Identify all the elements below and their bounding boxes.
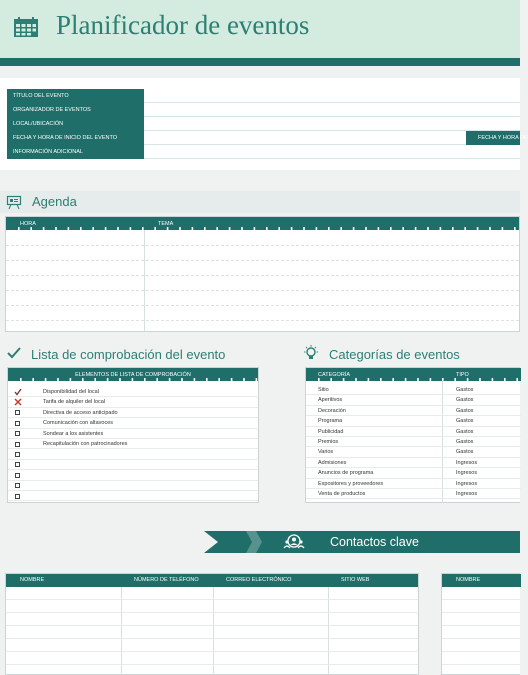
checklist-item[interactable] <box>8 418 258 428</box>
checklist-header-ticks <box>8 378 258 381</box>
contacts-column-divider <box>121 587 122 675</box>
organizer-label: ORGANIZADOR DE EVENTOS <box>7 103 144 117</box>
header-tick <box>392 378 394 381</box>
agenda-title: Agenda <box>32 194 77 209</box>
contacts-row[interactable] <box>6 638 418 639</box>
header-tick <box>82 378 84 381</box>
checklist-item[interactable] <box>8 449 258 459</box>
header-tick <box>514 227 516 230</box>
organizer-row[interactable] <box>7 103 520 117</box>
additional-info-row[interactable] <box>7 145 520 159</box>
checkmark-icon <box>7 347 21 359</box>
categories-header-ticks <box>306 378 521 381</box>
header-tick <box>218 378 220 381</box>
checklist-title: Lista de comprobación del evento <box>31 347 226 362</box>
header-tick <box>378 227 380 230</box>
contacts-row[interactable] <box>6 599 418 600</box>
header-tick <box>390 227 392 230</box>
header-tick <box>20 378 22 381</box>
category-type: Gastos <box>456 439 474 445</box>
checklist-item-label: Comunicación con altavoces <box>43 420 114 427</box>
checklist-item[interactable] <box>8 470 258 480</box>
organizer-field[interactable] <box>144 103 520 117</box>
header-tick <box>492 378 494 381</box>
checklist-item[interactable] <box>8 439 258 449</box>
category-name: Programa <box>318 418 343 425</box>
contacts2-header-row <box>442 574 521 587</box>
header-tick <box>107 378 109 381</box>
category-type: Ingresos <box>456 470 478 477</box>
check-mark-icon <box>14 388 22 396</box>
category-type: Ingresos <box>456 480 478 487</box>
header-tick <box>55 227 57 230</box>
contacts-title: Contactos clave <box>330 535 419 549</box>
header-tick <box>43 227 45 230</box>
contacts2-col-name: NOMBRE <box>456 577 481 583</box>
checkbox[interactable] <box>15 421 20 426</box>
header-tick <box>132 378 134 381</box>
contacts-header-row <box>6 574 418 587</box>
header-tick <box>452 227 454 230</box>
start-datetime-label: FECHA Y HORA DE INICIO DEL EVENTO <box>7 131 144 145</box>
header-tick <box>192 227 194 230</box>
contacts-table <box>5 573 419 675</box>
category-name: Sitio <box>318 387 329 393</box>
header-tick <box>464 227 466 230</box>
header-bar <box>0 58 520 66</box>
header-tick <box>94 378 96 381</box>
header-tick <box>316 227 318 230</box>
category-row[interactable] <box>306 479 521 489</box>
start-datetime-row[interactable] <box>7 131 520 145</box>
header-tick <box>328 227 330 230</box>
category-row[interactable] <box>306 385 521 395</box>
contacts-col-phone: NÚMERO DE TELÉFONO <box>134 577 199 583</box>
category-type: Gastos <box>456 428 474 435</box>
header-tick <box>45 378 47 381</box>
contacts-col-name: NOMBRE <box>20 577 45 583</box>
header-tick <box>415 227 417 230</box>
header-tick <box>80 227 82 230</box>
category-row[interactable] <box>306 395 521 405</box>
header-tick <box>330 378 332 381</box>
contacts-row[interactable] <box>6 664 418 665</box>
header-tick <box>119 378 121 381</box>
category-row[interactable] <box>306 416 521 426</box>
cross-mark-icon <box>14 398 22 406</box>
category-row[interactable] <box>306 406 521 416</box>
header-tick <box>254 227 256 230</box>
agenda-col-topic: TEMA <box>158 221 174 227</box>
checkbox[interactable] <box>15 452 20 457</box>
checklist-item-label: Tarifa de alquiler del local <box>43 399 106 406</box>
header-tick <box>181 378 183 381</box>
category-row[interactable] <box>306 437 521 447</box>
calendar-icon <box>14 17 38 37</box>
checklist-item[interactable] <box>8 491 258 501</box>
header-tick <box>169 378 171 381</box>
header-tick <box>353 227 355 230</box>
header-tick <box>278 227 280 230</box>
checkbox[interactable] <box>15 494 20 499</box>
header-tick <box>154 227 156 230</box>
checklist-item[interactable] <box>8 387 258 397</box>
category-name: Premios <box>318 439 339 445</box>
contacts-table-2 <box>441 573 520 675</box>
header-tick <box>156 378 158 381</box>
checklist-item-label: Recapitulación con patrocinadores <box>43 441 128 447</box>
categories-header-row <box>306 368 521 381</box>
agenda-row[interactable] <box>6 245 519 246</box>
header-tick <box>30 227 32 230</box>
contacts-row[interactable] <box>6 625 418 626</box>
contacts-row[interactable] <box>6 612 418 613</box>
start-datetime-field[interactable] <box>144 131 520 145</box>
checklist-item[interactable] <box>8 429 258 439</box>
contacts2-row[interactable] <box>442 612 520 613</box>
categories-title: Categorías de eventos <box>329 347 460 362</box>
header-tick <box>368 378 370 381</box>
category-type: Gastos <box>456 418 474 425</box>
header-tick <box>355 378 357 381</box>
agenda-row[interactable] <box>6 260 519 261</box>
contacts-column-divider <box>328 587 329 675</box>
category-type: Ingresos <box>456 491 478 497</box>
contacts2-row[interactable] <box>442 599 520 600</box>
header-tick <box>477 227 479 230</box>
category-row[interactable] <box>306 458 521 468</box>
agenda-row[interactable] <box>6 305 519 306</box>
category-row[interactable] <box>306 489 521 499</box>
category-row[interactable] <box>306 427 521 437</box>
presentation-icon <box>7 196 21 209</box>
contacts2-row[interactable] <box>442 664 520 665</box>
category-name: Varios <box>318 449 334 456</box>
header-tick <box>440 227 442 230</box>
contacts-col-email: CORREO ELECTRÓNICO <box>226 577 292 583</box>
checkbox[interactable] <box>15 431 20 436</box>
header-tick <box>516 378 518 381</box>
agenda-section-band <box>0 191 520 213</box>
header-tick <box>144 378 146 381</box>
header-tick <box>365 227 367 230</box>
location-field[interactable] <box>144 117 520 131</box>
checklist-item[interactable] <box>8 481 258 491</box>
category-row[interactable] <box>306 468 521 478</box>
category-row[interactable] <box>306 447 521 457</box>
header-tick <box>402 227 404 230</box>
checklist-table <box>7 367 259 503</box>
contacts-row[interactable] <box>6 651 418 652</box>
header-tick <box>318 378 320 381</box>
agenda-header-row <box>6 217 519 230</box>
additional-info-field[interactable] <box>144 145 520 159</box>
categories-col-category: CATEGORÍA <box>318 372 350 378</box>
agenda-col-time: HORA <box>20 221 36 227</box>
header-tick <box>216 227 218 230</box>
end-datetime-label: FECHA Y HORA DE <box>466 131 520 145</box>
checklist-item[interactable] <box>8 408 258 418</box>
categories-col-type: TIPO <box>456 372 469 378</box>
category-type: Gastos <box>456 387 474 393</box>
category-type: Ingresos <box>456 459 478 466</box>
location-row[interactable] <box>7 117 520 131</box>
category-name: Decoración <box>318 407 346 414</box>
contacts2-row[interactable] <box>442 638 520 639</box>
header-tick <box>427 227 429 230</box>
category-name: Anuncios de programa <box>318 470 374 477</box>
people-icon <box>283 533 305 551</box>
category-type: Gastos <box>456 397 474 404</box>
header-tick <box>479 378 481 381</box>
header-tick <box>454 378 456 381</box>
contacts2-row[interactable] <box>442 651 520 652</box>
header-tick <box>303 227 305 230</box>
header-tick <box>266 227 268 230</box>
agenda-table <box>5 216 520 332</box>
checklist-item-label: Directiva de acceso anticipado <box>43 409 118 416</box>
event-title-row[interactable] <box>7 89 520 103</box>
header-tick <box>489 227 491 230</box>
category-type: Gastos <box>456 449 474 456</box>
page-title: Planificador de eventos <box>56 10 310 40</box>
header-tick <box>229 227 231 230</box>
header-tick <box>241 227 243 230</box>
additional-info-label: INFORMACIÓN ADICIONAL <box>7 145 144 159</box>
header-tick <box>206 378 208 381</box>
categories-table <box>305 367 520 503</box>
header-tick <box>430 378 432 381</box>
header-tick <box>231 378 233 381</box>
checkbox[interactable] <box>15 462 20 467</box>
contacts2-row[interactable] <box>442 625 520 626</box>
header-tick <box>130 227 132 230</box>
agenda-row[interactable] <box>6 275 519 276</box>
contacts-col-website: SITIO WEB <box>341 577 370 583</box>
checklist-header-row <box>8 368 258 381</box>
header-tick <box>256 378 258 381</box>
checklist-item-label: Sondear a los asistentes <box>43 430 104 437</box>
header-tick <box>68 227 70 230</box>
checkbox[interactable] <box>15 410 20 415</box>
contacts-column-divider <box>213 587 214 675</box>
category-name: Admisiones <box>318 459 347 466</box>
checkbox[interactable] <box>15 442 20 447</box>
location-label: LOCAL/UBICACIÓN <box>7 117 144 131</box>
header-tick <box>32 378 34 381</box>
category-name: Venta de productos <box>318 491 366 497</box>
header-tick <box>291 227 293 230</box>
header-tick <box>502 227 504 230</box>
header-tick <box>194 378 196 381</box>
lightbulb-icon <box>303 345 319 361</box>
checklist-col-items: ELEMENTOS DE LISTA DE COMPROBACIÓN <box>75 372 191 378</box>
header-tick <box>92 227 94 230</box>
header-tick <box>70 378 72 381</box>
agenda-row[interactable] <box>6 290 519 291</box>
header-tick <box>343 378 345 381</box>
header-tick <box>467 378 469 381</box>
event-title-label: TÍTULO DEL EVENTO <box>7 89 144 103</box>
checkbox[interactable] <box>15 473 20 478</box>
checklist-item[interactable] <box>8 397 258 407</box>
header-tick <box>243 378 245 381</box>
category-name: Aperitivos <box>318 397 343 404</box>
header-tick <box>504 378 506 381</box>
header-tick <box>105 227 107 230</box>
header-tick <box>179 227 181 230</box>
checklist-item-label: Disponibilidad del local <box>43 389 99 395</box>
header-tick <box>117 227 119 230</box>
header-tick <box>405 378 407 381</box>
header-tick <box>340 227 342 230</box>
checkbox[interactable] <box>15 483 20 488</box>
header-tick <box>18 227 20 230</box>
event-title-field[interactable] <box>144 89 520 103</box>
category-name: Expositores y proveedores <box>318 480 384 487</box>
header-tick <box>204 227 206 230</box>
header-tick <box>57 378 59 381</box>
category-type: Gastos <box>456 407 474 414</box>
header-tick <box>380 378 382 381</box>
category-name: Publicidad <box>318 428 344 435</box>
header-tick <box>167 227 169 230</box>
checklist-item[interactable] <box>8 460 258 470</box>
agenda-row[interactable] <box>6 320 519 321</box>
header-tick <box>417 378 419 381</box>
agenda-header-ticks <box>6 227 519 230</box>
